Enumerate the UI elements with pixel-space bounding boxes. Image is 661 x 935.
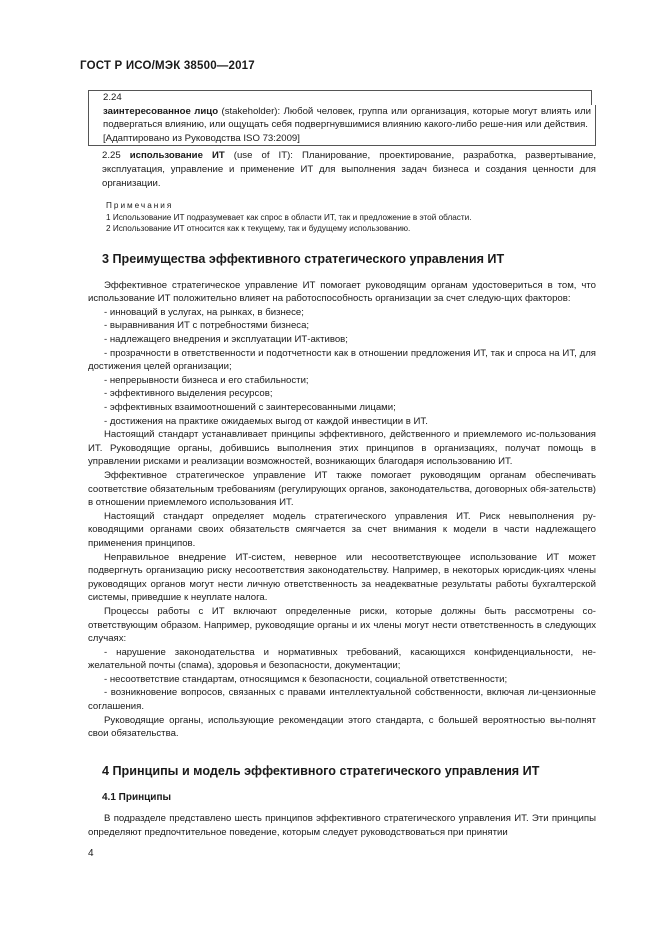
list-item: - эффективных взаимоотношений с заинтересованными лицами;	[104, 402, 396, 413]
paragraph: Процессы работы с ИТ включают определенные риски, которые должны быть рассмотрены со-ответствующим образом. Например, руководящие органы и их члены могут нести ответственность в следующих случаях:	[88, 605, 596, 645]
paragraph: Эффективное стратегическое управление ИТ также помогает руководящим органам обеспечивать соответствие обязательным требованиям (регулирующих органов, законодательства, договорных обя-зательств) в отношении приемлемого использования ИТ.	[88, 469, 596, 509]
term-225-english: (use of IT):	[224, 150, 303, 162]
list-item: - достижения на практике ожидаемых выгод от каждой инвестиции в ИТ.	[104, 415, 428, 427]
section-3-heading: 3 Преимущества эффективного стратегического управления ИТ	[102, 251, 505, 266]
list-item: - непрерывности бизнеса и его стабильности;	[104, 374, 309, 386]
paragraph: Настоящий стандарт определяет модель стратегического управления ИТ. Риск невыполнения ру-ководящими органами своих обязательств смягчается за счет внимания к модели в части надлежащего применения принципов.	[88, 510, 596, 549]
term-name: заинтересованное лицо	[103, 105, 219, 117]
term-number	[88, 90, 592, 105]
list-item: - прозрачности в ответственности и подотчетности как в отношении предложения ИТ, так и спроса на ИТ, для достижения целей организации;	[88, 347, 596, 373]
term-definition: Любой человек, группа или организация, которые могут влиять или подвергаться влиянию, или ощущать себя подвергнувшимися влиянию какого-либо реше-ния или действия.	[103, 105, 591, 131]
list-item: - инноваций в услугах, на рынках, в бизнесе;	[104, 306, 304, 318]
note-item: 1 Использование ИТ подразумевает как спрос в области ИТ, так и предложение в этой области.	[106, 212, 472, 222]
page-number: 4	[88, 848, 94, 859]
term-225-name: использование ИТ	[129, 150, 225, 162]
term-225-definition: Планирование, проектирование, разработка, развертывание, эксплуатация, управление и применение ИТ для выполнения задач бизнеса и создания ценности для организации.	[102, 150, 596, 189]
paragraph: Руководящие органы, использующие рекомендации этого стандарта, с большей вероятностью вы-полнят свои обязательства.	[88, 714, 596, 740]
notes-title: Примечания	[106, 201, 174, 211]
note-item: 2 Использование ИТ относится как к текущему, так и будущему использованию.	[106, 224, 411, 234]
notes-block	[88, 200, 596, 235]
paragraph: Неправильное внедрение ИТ-систем, неверное или несоответствующее использование ИТ может подвергнуть организацию риску несоответствия законодательству. Например, в некоторых юрисдик-циях члены руководящих органов могут нести личную ответственность за неадекватные результаты работы бухгалтерской системы, приведшие к неуплате налога.	[88, 551, 596, 604]
list-item: - надлежащего внедрения и эксплуатации ИТ-активов;	[104, 334, 348, 346]
term-definition-box	[88, 105, 596, 147]
subsection-4-1-heading: 4.1 Принципы	[102, 791, 172, 803]
paragraph: В подразделе представлено шесть принципов эффективного стратегического управления ИТ. Эти принципы определяют предпочтительное поведение, которым следует руководствоваться при принятии	[88, 813, 596, 839]
term-225-number: 2.25	[102, 150, 130, 162]
document-header: ГОСТ Р ИСО/МЭК 38500—2017	[80, 60, 255, 72]
term-english: (stakeholder):	[218, 105, 284, 117]
list-item: - несоответствие стандартам, относящимся к безопасности, социальной ответственности;	[104, 673, 508, 685]
list-item: - выравнивания ИТ с потребностями бизнеса;	[104, 320, 310, 332]
list-item: - возникновение вопросов, связанных с правами интеллектуальной собственности, включая ли-цензионные соглашения.	[88, 687, 596, 713]
term-number-text: 2.24	[103, 92, 122, 103]
list-item: - эффективного выделения ресурсов;	[104, 388, 273, 400]
term-source: [Адаптировано из Руководства ISO 73:2009]	[103, 132, 300, 144]
paragraph: Настоящий стандарт устанавливает принципы эффективного, действенного и приемлемого ис-пользования ИТ. Руководящие органы, добившись выполнения этих принципов в организациях, получат помощь в управлении рисками и реализации возможностей, возникающих благодаря использованию ИТ.	[88, 429, 596, 468]
section-4-heading: 4 Принципы и модель эффективного стратегического управления ИТ	[102, 763, 540, 778]
page-content	[88, 90, 596, 840]
term-225	[88, 149, 596, 190]
list-item: - нарушение законодательства и нормативных требований, касающихся конфиденциальности, не-желательной почты (спама), здоровья и безопасности, документации;	[88, 646, 596, 672]
paragraph: Эффективное стратегическое управление ИТ помогает руководящим органам удостовериться в том, что использование ИТ положительно влияет на работоспособность организации за счет следую-щих факторов:	[88, 279, 596, 305]
